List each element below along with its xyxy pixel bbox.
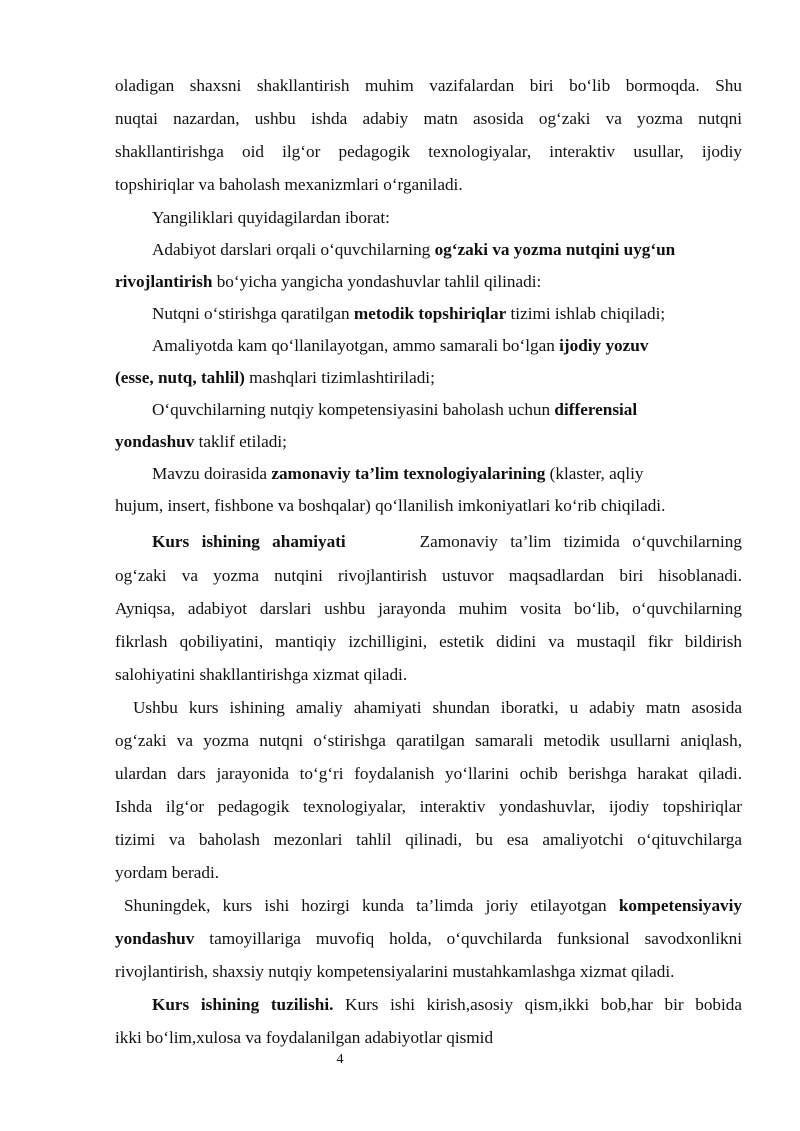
text-line: shakllantirishga oid ilg‘or pedagogik texnologiyalar, interaktiv usullar, ijodiy bbox=[115, 142, 742, 161]
text-line: ikki bo‘lim,xulosa va foydalanilgan adabiyotlar qismid bbox=[115, 1028, 494, 1047]
text-line: fikrlash qobiliyatini, mantiqiy izchilligini, estetik didini va mustaqil fikr bildirish bbox=[115, 632, 742, 651]
text-line: O‘quvchilarning nutqiy kompetensiyasini baholash uchun differensial bbox=[152, 400, 638, 419]
text-line: Nutqni o‘stirishga qaratilgan metodik topshiriqlar tizimi ishlab chiqiladi; bbox=[152, 304, 666, 323]
text-line: salohiyatini shakllantirishga xizmat qiladi. bbox=[115, 665, 408, 684]
text-line: Mavzu doirasida zamonaviy ta’lim texnologiyalarining (klaster, aqliy bbox=[152, 464, 644, 483]
section-heading-line: Kurs ishining ahamiyati Zamonaviy ta’lim tizimida o‘quvchilarning bbox=[152, 532, 742, 551]
text-line: nuqtai nazardan, ushbu ishda adabiy matn asosida og‘zaki va yozma nutqni bbox=[115, 109, 742, 128]
text-line: topshiriqlar va baholash mexanizmlari o‘rganiladi. bbox=[115, 175, 463, 194]
text-line: Ushbu kurs ishining amaliy ahamiyati shundan iboratki, u adabiy matn asosida bbox=[133, 698, 742, 717]
text-line: og‘zaki va yozma nutqni o‘stirishga qaratilgan samarali metodik usullarni aniqlash, bbox=[115, 731, 742, 750]
text-line: tizimi va baholash mezonlari tahlil qilinadi, bu esa amaliyotchi o‘qituvchilarga bbox=[115, 830, 742, 849]
text-line: rivojlantirish bo‘yicha yangicha yondashuvlar tahlil qilinadi: bbox=[115, 272, 542, 291]
text-line: (esse, nutq, tahlil) mashqlari tizimlashtiriladi; bbox=[115, 368, 435, 387]
text-line: hujum, insert, fishbone va boshqalar) qo‘llanilish imkoniyatlari ko‘rib chiqiladi. bbox=[115, 496, 666, 515]
text-line: yordam beradi. bbox=[115, 863, 220, 882]
text-line: Yangiliklari quyidagilardan iborat: bbox=[152, 208, 390, 227]
text-line: yondashuv tamoyillariga muvofiq holda, o‘quvchilarda funksional savodxonlikni bbox=[115, 929, 742, 948]
text-line: yondashuv taklif etiladi; bbox=[115, 432, 287, 451]
section-heading-line: Kurs ishining tuzilishi. Kurs ishi kirish,asosiy qism,ikki bob,har bir bobida bbox=[152, 995, 742, 1014]
page-number: 4 bbox=[336, 1052, 344, 1067]
text-line: Ayniqsa, adabiyot darslari ushbu jarayonda muhim vosita bo‘lib, o‘quvchilarning bbox=[115, 599, 742, 618]
text-line: rivojlantirish, shaxsiy nutqiy kompetensiyalarini mustahkamlashga xizmat qiladi. bbox=[115, 962, 675, 981]
text-line: Shuningdek, kurs ishi hozirgi kunda ta’limda joriy etilayotgan kompetensiyaviy bbox=[124, 896, 742, 915]
text-line: Amaliyotda kam qo‘llanilayotgan, ammo samarali bo‘lgan ijodiy yozuv bbox=[152, 336, 649, 355]
text-line: Ishda ilg‘or pedagogik texnologiyalar, interaktiv yondashuvlar, ijodiy topshiriqlar bbox=[115, 797, 742, 816]
text-line: Adabiyot darslari orqali o‘quvchilarning og‘zaki va yozma nutqini uyg‘un bbox=[152, 240, 676, 259]
text-line: oladigan shaxsni shakllantirish muhim vazifalardan biri bo‘lib bormoqda. Shu bbox=[115, 76, 742, 95]
text-line: ulardan dars jarayonida to‘g‘ri foydalanish yo‘llarini ochib berishga harakat qiladi. bbox=[115, 764, 742, 783]
text-line: og‘zaki va yozma nutqini rivojlantirish ustuvor maqsadlardan biri hisoblanadi. bbox=[115, 566, 742, 585]
